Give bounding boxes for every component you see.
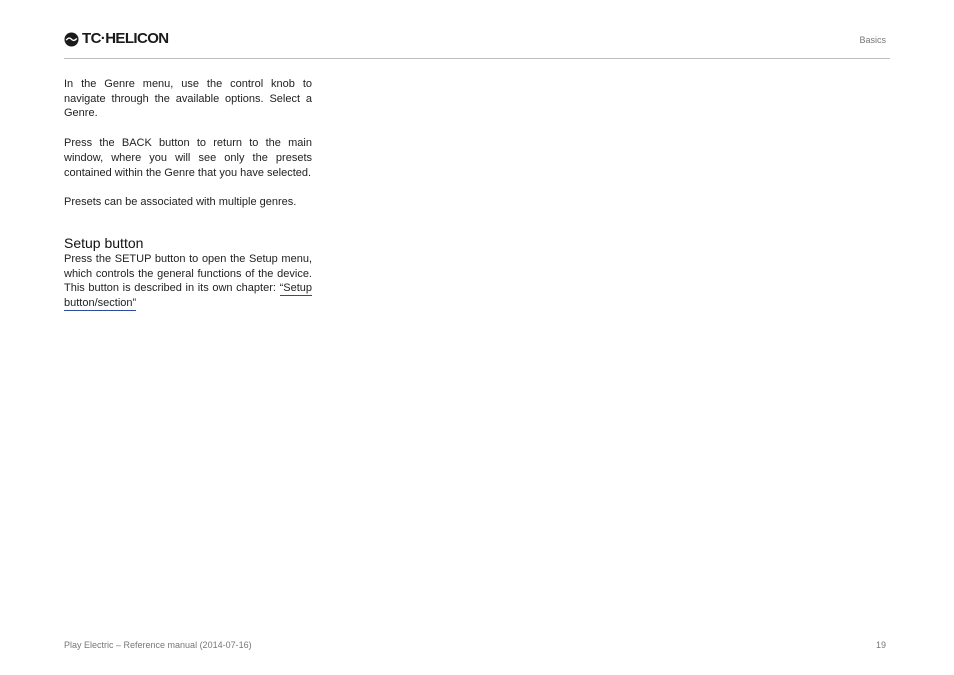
paragraph: Press the BACK button to return to the main window, where you will see only the presets contained within the Genre that you have selected. [64,137,312,179]
footer-title: Play Electric – Reference manual (2014-07-16) [64,640,252,650]
section-heading: Setup button [64,234,144,251]
page-number: 19 [875,640,886,650]
paragraph: In the Genre menu, use the control knob to navigate through the available options. Select a Genre. [64,78,312,120]
paragraph [64,252,312,311]
brand-logo [64,31,169,47]
paragraph: Presets can be associated with multiple genres. [64,196,297,209]
setup-section-link[interactable]: “Setup button/section” [64,282,312,310]
logo-text: TC·HELICON [82,30,169,47]
header-divider [64,58,890,59]
section-label: Basics [859,35,886,45]
setup-text: Press the SETUP button to open the Setup menu, which controls the general functions of the device. This button is described in its own chapter: [64,252,312,295]
main-content [64,77,312,326]
helicon-globe-icon [64,32,79,47]
